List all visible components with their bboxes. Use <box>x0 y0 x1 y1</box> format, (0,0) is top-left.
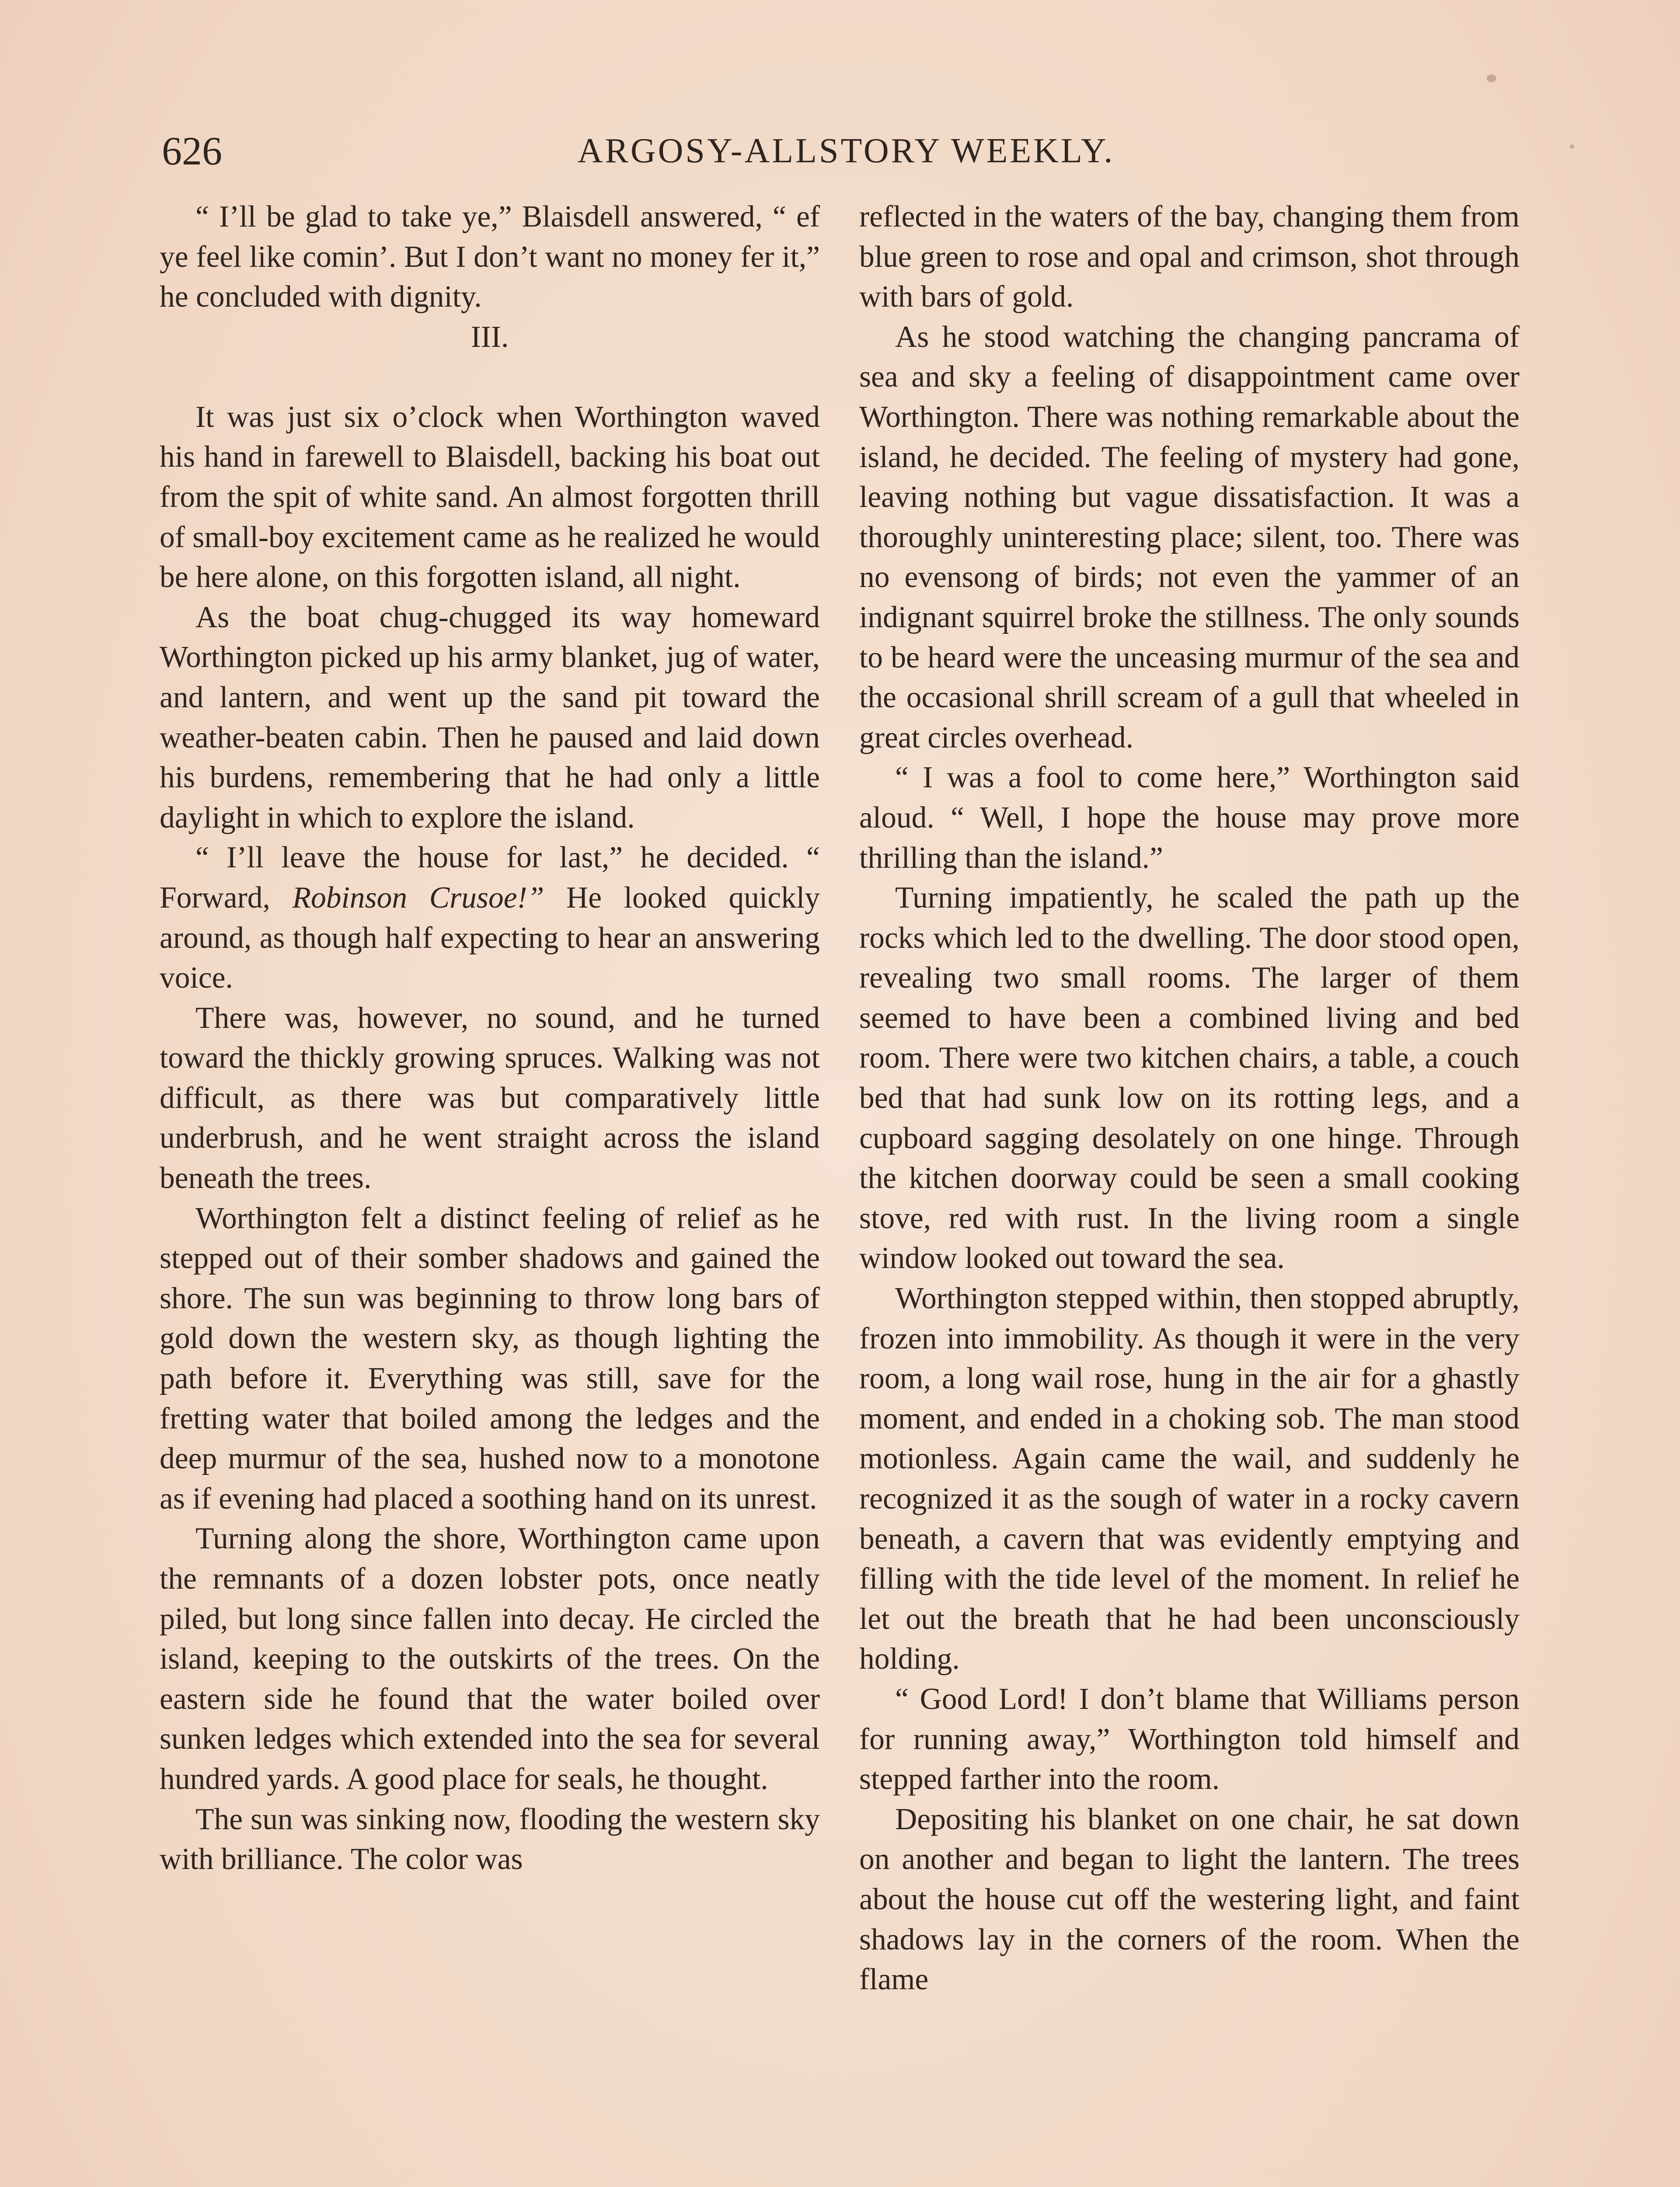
paragraph: Turning along the shore, Worthington came upon the remnants of a dozen lobster pots, once neatly piled, but long since fallen into decay. He circled the island, keeping to the outskirts of the trees. On the eastern side he found that the water boiled over sunken ledges which extended into the sea for several hundred yards. A good place for seals, he thought. <box>160 1522 820 1796</box>
italic-title: Robinson Crusoe!” <box>292 880 544 915</box>
paragraph-lead: It <box>195 400 214 434</box>
paragraph: Turning impatiently, he scaled the path up the rocks which led to the dwelling. The door stood open, revealing two small rooms. The larger of them seemed to have been a combined living and bed room. There were two kitchen chairs, a table, a couch bed that had sunk low on its rotting legs, and a cupboard sagging desolately on one hinge. Through the kitchen doorway could be seen a small cooking stove, red with rust. In the living room a single window looked out toward the sea. <box>859 881 1520 1275</box>
paragraph: Depositing his blanket on one chair, he sat down on another and began to light the lantern. The trees about the house cut off the westering light, and faint shadows lay in the corners of the room. When the flame <box>859 1802 1520 1997</box>
paragraph: The sun was sinking now, flooding the western sky with brilliance. The color was <box>160 1802 820 1876</box>
paragraph: “ I’ll be glad to take ye,” Blaisdell answered, “ ef ye feel like comin’. But I don’t want no money fer it,” he concluded with dignity. <box>160 200 820 314</box>
paragraph: As the boat chug-chugged its way homeward Worthington picked up his army blanket, jug of water, and lantern, and went up the sand pit toward the weather-beaten cabin. Then he paused and laid down his burdens, remembering that he had only a little daylight in which to explore the island. <box>160 600 820 835</box>
page-number: 626 <box>162 129 222 173</box>
paragraph-text: He looked quickly around, as though half expecting to hear an answering voice. <box>160 880 820 995</box>
paragraph <box>160 838 820 998</box>
paragraph: Worthington felt a distinct feeling of relief as he stepped out of their somber shadows and gained the shore. The sun was beginning to throw long bars of gold down the western sky, as though lighting the path before it. Everything was still, save for the fretting water that boiled among the ledges and the deep murmur of the sea, hushed now to a monotone as if evening had placed a soothing hand on its unrest. <box>160 1201 820 1516</box>
page-header <box>162 122 1530 179</box>
left-column <box>160 197 820 1880</box>
paragraph: “ I was a fool to come here,” Worthington said aloud. “ Well, I hope the house may prove more thrilling than the island.” <box>859 761 1520 875</box>
paragraph: Worthington stepped within, then stopped abruptly, frozen into immobility. As though it were in the very room, a long wail rose, hung in the air for a ghastly moment, and ended in a choking sob. The man stood motionless. Again came the wail, and suddenly he recognized it as the sough of water in a rocky cavern beneath, a cavern that was evidently emptying and filling with the tide level of the moment. In relief he let out the breath that he had been unconsciously holding. <box>859 1282 1520 1676</box>
paragraph: There was, however, no sound, and he turned toward the thickly growing spruces. Walking was not difficult, as there was but comparatively little underbrush, and he went straight across the island beneath the trees. <box>160 1001 820 1195</box>
paragraph-text: “ I’ll leave the house for last,” he decided. “ Forward, <box>160 841 820 915</box>
paragraph: “ Good Lord! I don’t blame that Williams person for running away,” Worthington told himself and stepped farther into the room. <box>859 1682 1520 1796</box>
paragraph-text: was just six o’clock when Worthington waved his hand in farewell to Blaisdell, backing his boat out from the spit of white sand. An almost forgotten thrill of small-boy excitement came as he realized he would be here alone, on this forgotten island, all night. <box>160 400 820 594</box>
paper-speck <box>1487 74 1496 82</box>
right-column <box>859 197 1520 2000</box>
paragraph: As he stood watching the changing pancrama of sea and sky a feeling of disappointment came over Worthington. There was nothing remarkable about the island, he decided. The feeling of mystery had gone, leaving nothing but vague dissatisfaction. It was a thoroughly uninteresting place; silent, too. There was no evensong of birds; not even the yammer of an indignant squirrel broke the stillness. The only sounds to be heard were the unceasing murmur of the sea and the occasional shrill scream of a gull that wheeled in great circles overhead. <box>859 320 1520 755</box>
section-heading: III. <box>471 320 509 354</box>
magazine-title: ARGOSY-ALLSTORY WEEKLY. <box>577 132 1115 170</box>
paragraph <box>160 397 820 597</box>
paragraph: reflected in the waters of the bay, changing them from blue green to rose and opal and crimson, shot through with bars of gold. <box>859 200 1520 314</box>
paper-speck <box>1570 144 1574 149</box>
